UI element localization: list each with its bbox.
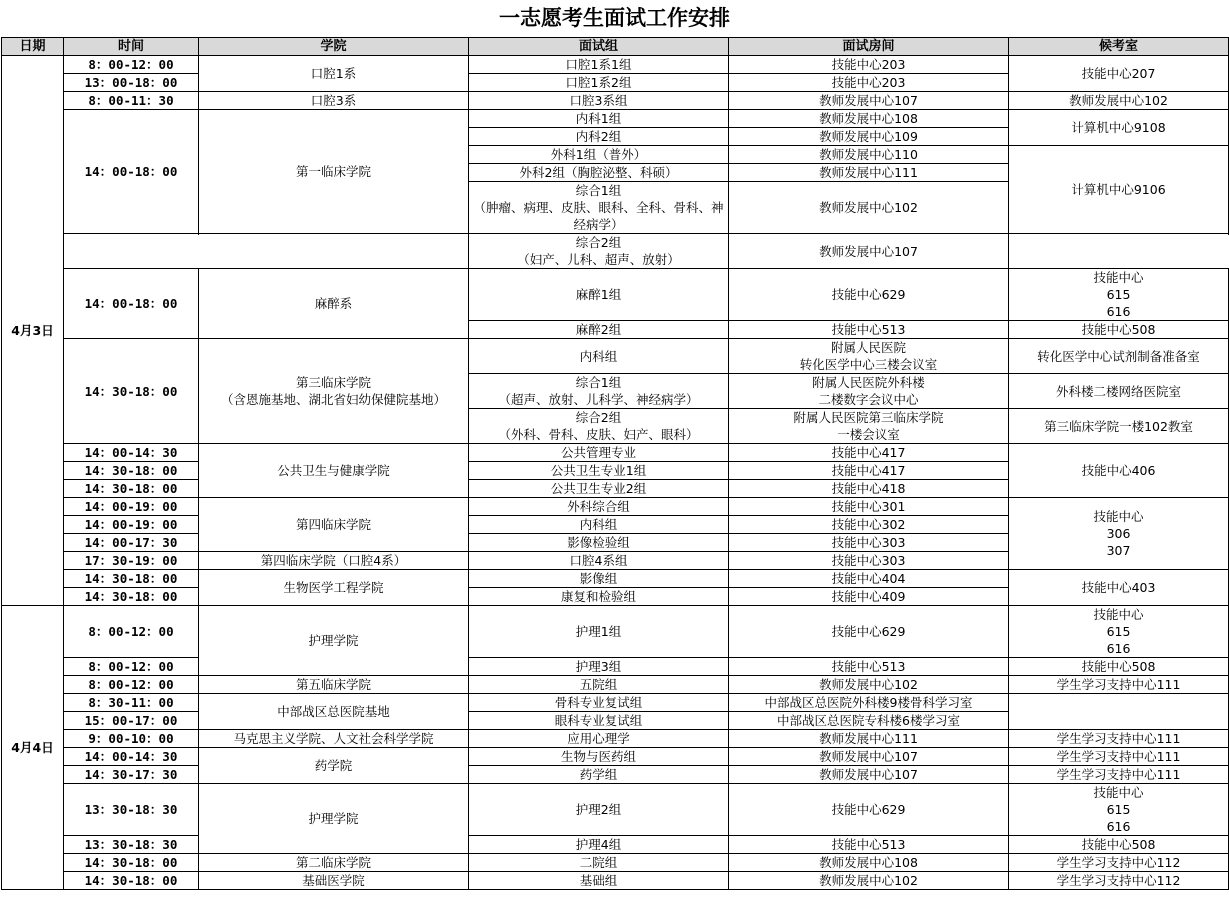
room-cell: 附属人民医院第三临床学院 一楼会议室: [729, 409, 1009, 444]
time-cell: 14：30-18：00: [64, 588, 199, 606]
time-cell: 13：30-18：30: [64, 784, 199, 836]
time-cell: 14：30-18：00: [64, 480, 199, 498]
room-cell: 技能中心203: [729, 56, 1009, 74]
group-cell: 综合1组 （肿瘤、病理、皮肤、眼科、全科、骨科、神经病学）: [469, 182, 729, 234]
group-cell: 内科2组: [469, 128, 729, 146]
time-cell: 14：00-18：00: [64, 110, 199, 234]
room-cell: 教师发展中心109: [729, 128, 1009, 146]
group-cell: 内科组: [469, 516, 729, 534]
room-cell: 技能中心418: [729, 480, 1009, 498]
waiting-room-cell: 学生学习支持中心111: [1009, 676, 1229, 694]
group-cell: 内科组: [469, 339, 729, 374]
time-cell: 17：30-19：00: [64, 552, 199, 570]
time-cell: 14：30-18：00: [64, 339, 199, 444]
college-cell: 麻醉系: [199, 269, 469, 339]
group-cell: 综合2组 （妇产、儿科、超声、放射）: [469, 234, 729, 269]
page-title: 一志愿考生面试工作安排: [499, 6, 730, 30]
group-cell: 综合1组 （超声、放射、儿科学、神经病学）: [469, 374, 729, 409]
waiting-room-cell: 技能中心 615 616: [1009, 606, 1229, 658]
group-cell: 基础组: [469, 872, 729, 890]
time-cell: 14：00-18：00: [64, 269, 199, 339]
group-cell: 综合2组 （外科、骨科、皮肤、妇产、眼科）: [469, 409, 729, 444]
schedule-table: [1, 37, 1229, 890]
room-cell: 技能中心409: [729, 588, 1009, 606]
table-row: [2, 836, 1229, 854]
table-row: [2, 748, 1229, 766]
group-cell: 公共管理专业: [469, 444, 729, 462]
time-cell: 14：00-19：00: [64, 516, 199, 534]
college-cell: 护理学院: [199, 784, 469, 854]
group-cell: 影像组: [469, 570, 729, 588]
waiting-room-cell: [1009, 694, 1229, 730]
room-cell: 教师发展中心107: [729, 92, 1009, 110]
table-row: [2, 658, 1229, 676]
room-cell: 教师发展中心111: [729, 164, 1009, 182]
time-cell: 14：00-14：30: [64, 748, 199, 766]
group-cell: 麻醉1组: [469, 269, 729, 321]
college-cell: 第五临床学院: [199, 676, 469, 694]
group-cell: 口腔3系组: [469, 92, 729, 110]
table-row: [2, 444, 1229, 462]
header-row: [2, 38, 1229, 56]
room-cell: 技能中心303: [729, 552, 1009, 570]
table-row: [2, 92, 1229, 110]
header-group: 面试组: [469, 38, 729, 56]
waiting-room-cell: 技能中心403: [1009, 570, 1229, 606]
time-cell: 14：00-19：00: [64, 498, 199, 516]
college-cell: 口腔1系: [199, 56, 469, 92]
table-row: [2, 872, 1229, 890]
header-room: 面试房间: [729, 38, 1009, 56]
group-cell: 内科1组: [469, 110, 729, 128]
room-cell: 附属人民医院外科楼 二楼数字会议中心: [729, 374, 1009, 409]
college-cell: 口腔3系: [199, 92, 469, 110]
table-row: [2, 56, 1229, 74]
group-cell: 外科综合组: [469, 498, 729, 516]
room-cell: 技能中心203: [729, 74, 1009, 92]
room-cell: 教师发展中心108: [729, 110, 1009, 128]
room-cell: 技能中心303: [729, 534, 1009, 552]
college-cell: 第四临床学院: [199, 498, 469, 552]
waiting-room-cell: 转化医学中心试剂制备准备室: [1009, 339, 1229, 374]
group-cell: 公共卫生专业1组: [469, 462, 729, 480]
college-cell: 第四临床学院（口腔4系）: [199, 552, 469, 570]
group-cell: 外科1组（普外）: [469, 146, 729, 164]
college-cell: 护理学院: [199, 606, 469, 676]
room-cell: 技能中心629: [729, 606, 1009, 658]
group-cell: 五院组: [469, 676, 729, 694]
group-cell: 二院组: [469, 854, 729, 872]
college-cell: 生物医学工程学院: [199, 570, 469, 606]
group-cell: 康复和检验组: [469, 588, 729, 606]
group-cell: 眼科专业复试组: [469, 712, 729, 730]
college-cell: 中部战区总医院基地: [199, 694, 469, 730]
group-cell: 口腔4系组: [469, 552, 729, 570]
header-waiting-room: 候考室: [1009, 38, 1229, 56]
group-cell: 生物与医药组: [469, 748, 729, 766]
group-cell: 口腔1系1组: [469, 56, 729, 74]
room-cell: 教师发展中心108: [729, 854, 1009, 872]
waiting-room-cell: 第三临床学院一楼102教室: [1009, 409, 1229, 444]
college-cell: 马克思主义学院、人文社会科学学院: [199, 730, 469, 748]
group-cell: 护理3组: [469, 658, 729, 676]
waiting-room-cell: 技能中心 615 616: [1009, 269, 1229, 321]
waiting-room-cell: 技能中心406: [1009, 444, 1229, 498]
waiting-room-cell: 学生学习支持中心111: [1009, 730, 1229, 748]
group-cell: 口腔1系2组: [469, 74, 729, 92]
date-cell: 4月4日: [2, 606, 64, 890]
date-cell: 4月3日: [2, 56, 64, 606]
time-cell: 14：30-18：00: [64, 854, 199, 872]
waiting-room-cell: 学生学习支持中心111: [1009, 766, 1229, 784]
header-date: 日期: [2, 38, 64, 56]
header-time: 时间: [64, 38, 199, 56]
group-cell: 影像检验组: [469, 534, 729, 552]
room-cell: 技能中心629: [729, 784, 1009, 836]
time-cell: 13：00-18：00: [64, 74, 199, 92]
college-cell: 药学院: [199, 748, 469, 784]
table-row: [2, 854, 1229, 872]
time-cell: 14：30-17：30: [64, 766, 199, 784]
time-cell: 8：00-12：00: [64, 658, 199, 676]
waiting-room-cell: 计算机中心9106: [1009, 146, 1229, 234]
group-cell: 麻醉2组: [469, 321, 729, 339]
waiting-room-cell: 技能中心508: [1009, 658, 1229, 676]
room-cell: 教师发展中心111: [729, 730, 1009, 748]
waiting-room-cell: 教师发展中心102: [1009, 92, 1229, 110]
group-cell: 骨科专业复试组: [469, 694, 729, 712]
college-cell: 公共卫生与健康学院: [199, 444, 469, 498]
table-row: [2, 694, 1229, 712]
college-cell: 基础医学院: [199, 872, 469, 890]
college-cell: 第一临床学院: [199, 110, 469, 234]
table-row: [2, 570, 1229, 588]
waiting-room-cell: 学生学习支持中心112: [1009, 854, 1229, 872]
table-row: [2, 766, 1229, 784]
room-cell: 教师发展中心110: [729, 146, 1009, 164]
room-cell: 技能中心417: [729, 444, 1009, 462]
college-cell: 第二临床学院: [199, 854, 469, 872]
room-cell: 教师发展中心107: [729, 748, 1009, 766]
time-cell: 13：30-18：30: [64, 836, 199, 854]
room-cell: 教师发展中心102: [729, 872, 1009, 890]
time-cell: 14：00-14：30: [64, 444, 199, 462]
room-cell: 教师发展中心107: [729, 766, 1009, 784]
waiting-room-cell: 技能中心508: [1009, 321, 1229, 339]
time-cell: 14：30-18：00: [64, 872, 199, 890]
room-cell: 技能中心404: [729, 570, 1009, 588]
college-cell: 第三临床学院 （含恩施基地、湖北省妇幼保健院基地）: [199, 339, 469, 444]
time-cell: 14：30-18：00: [64, 462, 199, 480]
waiting-room-cell: 学生学习支持中心112: [1009, 872, 1229, 890]
room-cell: 技能中心629: [729, 269, 1009, 321]
group-cell: 应用心理学: [469, 730, 729, 748]
room-cell: 技能中心301: [729, 498, 1009, 516]
time-cell: 8：00-12：00: [64, 56, 199, 74]
room-cell: 技能中心417: [729, 462, 1009, 480]
room-cell: 技能中心513: [729, 658, 1009, 676]
time-cell: 15：00-17：00: [64, 712, 199, 730]
room-cell: 中部战区总医院专科楼6楼学习室: [729, 712, 1009, 730]
time-cell: 8：30-11：00: [64, 694, 199, 712]
time-cell: 8：00-12：00: [64, 676, 199, 694]
table-row: [2, 730, 1229, 748]
room-cell: 附属人民医院 转化医学中心三楼会议室: [729, 339, 1009, 374]
time-cell: 9：00-10：00: [64, 730, 199, 748]
waiting-room-cell: 技能中心 306 307: [1009, 498, 1229, 570]
waiting-room-cell: 学生学习支持中心111: [1009, 748, 1229, 766]
time-cell: 14：00-17：30: [64, 534, 199, 552]
room-cell: 技能中心513: [729, 321, 1009, 339]
waiting-room-cell: 技能中心508: [1009, 836, 1229, 854]
header-college: 学院: [199, 38, 469, 56]
table-row: [2, 498, 1229, 516]
table-row: [2, 110, 1229, 128]
waiting-room-cell: 技能中心 615 616: [1009, 784, 1229, 836]
time-cell: 14：30-18：00: [64, 570, 199, 588]
table-row: [2, 676, 1229, 694]
time-cell: 8：00-11：30: [64, 92, 199, 110]
time-cell: 8：00-12：00: [64, 606, 199, 658]
room-cell: 教师发展中心102: [729, 676, 1009, 694]
waiting-room-cell: 计算机中心9108: [1009, 110, 1229, 146]
group-cell: 药学组: [469, 766, 729, 784]
group-cell: 护理4组: [469, 836, 729, 854]
room-cell: 技能中心513: [729, 836, 1009, 854]
group-cell: 外科2组（胸腔泌整、科硕）: [469, 164, 729, 182]
group-cell: 公共卫生专业2组: [469, 480, 729, 498]
group-cell: 护理2组: [469, 784, 729, 836]
group-cell: 护理1组: [469, 606, 729, 658]
waiting-room-cell: 技能中心207: [1009, 56, 1229, 92]
room-cell: 教师发展中心107: [729, 234, 1009, 269]
room-cell: 教师发展中心102: [729, 182, 1009, 234]
waiting-room-cell: 外科楼二楼网络医院室: [1009, 374, 1229, 409]
room-cell: 技能中心302: [729, 516, 1009, 534]
room-cell: 中部战区总医院外科楼9楼骨科学习室: [729, 694, 1009, 712]
